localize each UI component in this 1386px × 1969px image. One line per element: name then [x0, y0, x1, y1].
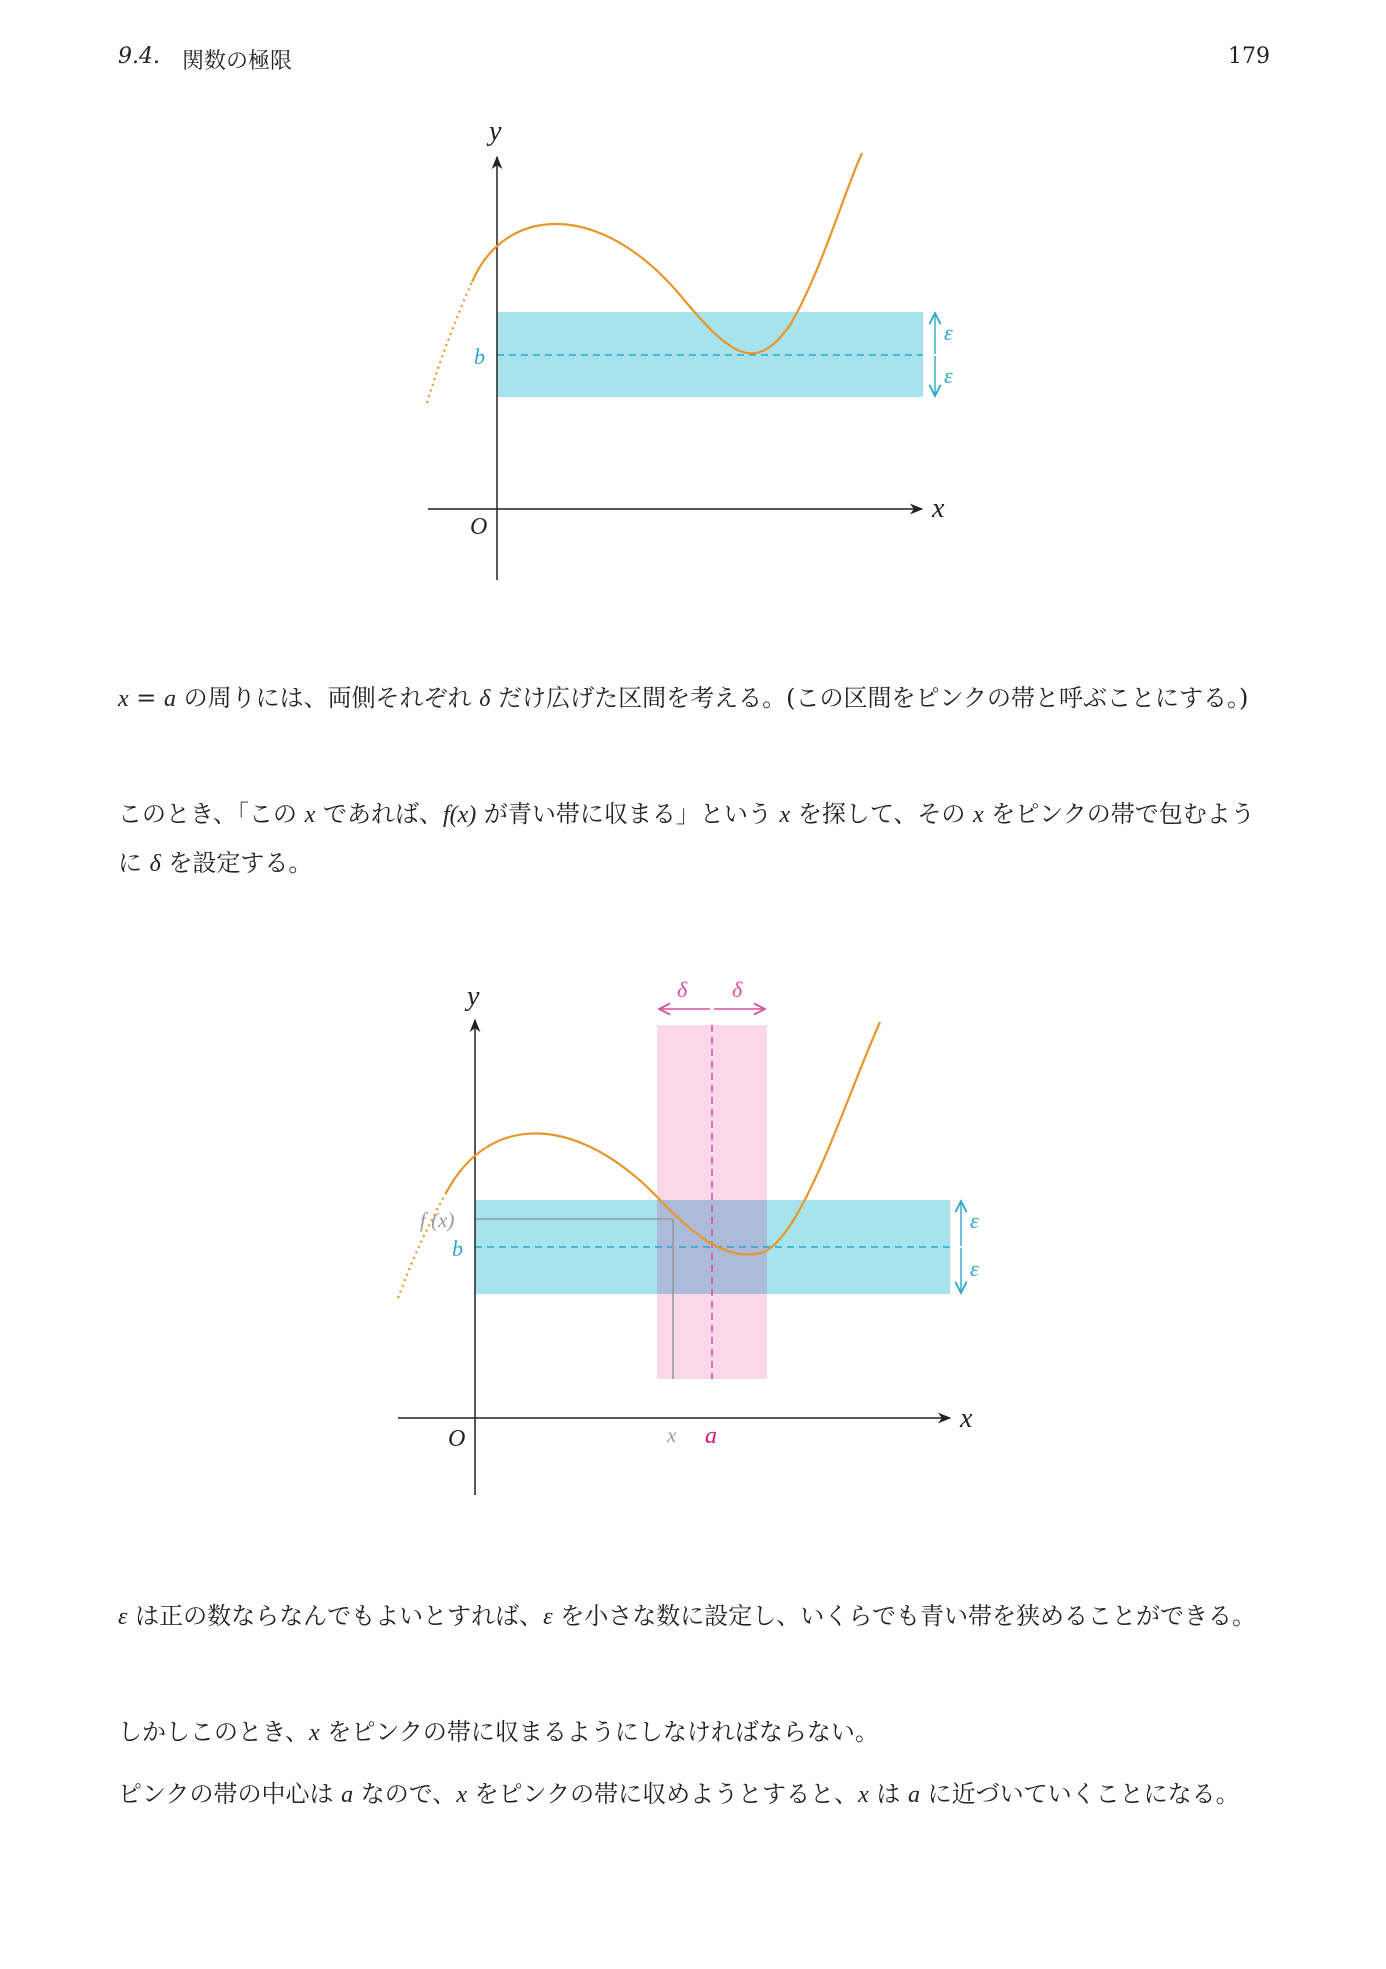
x-axis-label: x — [960, 1403, 973, 1434]
page-number: 179 — [1228, 44, 1270, 69]
epsilon-lower-label: ε — [970, 1256, 979, 1281]
section-title: 関数の極限 — [182, 49, 293, 74]
y-axis-label: y — [467, 981, 480, 1012]
a-label: a — [705, 1423, 717, 1449]
paragraph-2: このとき、「この x であれば、f(x) が青い帯に収まる」という x を探して、その x をピンクの帯で包むように δ を設定する。 — [118, 800, 1255, 877]
x-tick-label: x — [667, 1423, 677, 1447]
delta-left-label: δ — [677, 977, 688, 1002]
epsilon-lower-label: ε — [944, 363, 953, 388]
delta-right-label: δ — [732, 977, 743, 1002]
figure-epsilon-band — [0, 0, 1386, 620]
paragraph-1: x = a の周りには、両側それぞれ δ だけ広げた区間を考える。(この区間をピンクの帯と呼ぶことにする。) — [118, 684, 1249, 712]
paragraph-4: しかしこのとき、x をピンクの帯に収まるようにしなければならない。 — [118, 1718, 879, 1746]
origin-label: O — [470, 514, 488, 540]
paragraph-3: ε は正の数ならなんでもよいとすれば、ε を小さな数に設定し、いくらでも青い帯を狭めることができる。 — [118, 1602, 1256, 1630]
b-label: b — [474, 344, 485, 369]
curve-dotted — [427, 282, 472, 403]
x-axis-label: x — [932, 493, 945, 524]
paragraph-5: ピンクの帯の中心は a なので、x をピンクの帯に収めようとすると、x は a に近づいていくことになる。 — [118, 1780, 1240, 1808]
origin-label: O — [448, 1426, 466, 1452]
y-axis-label: y — [489, 116, 502, 147]
epsilon-upper-label: ε — [944, 320, 953, 345]
fx-label: f (x) — [420, 1208, 455, 1232]
epsilon-upper-label: ε — [970, 1208, 979, 1233]
b-label: b — [452, 1236, 463, 1261]
figure-epsilon-delta — [0, 960, 1386, 1520]
section-number: 9.4. — [118, 44, 160, 69]
